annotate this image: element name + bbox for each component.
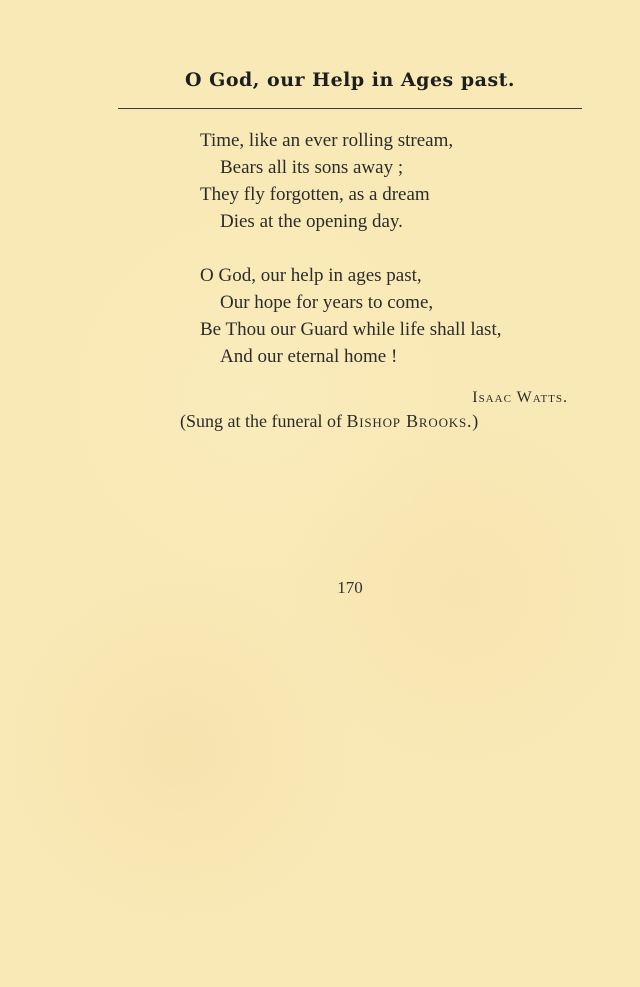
- author-attribution: Isaac Watts.: [472, 389, 568, 406]
- funeral-note: [180, 411, 478, 432]
- stanza-2-line-4: And our eternal home !: [220, 346, 398, 367]
- stanza-2-line-2: Our hope for years to come,: [220, 292, 434, 313]
- page-number: 170: [337, 578, 363, 597]
- poem-title: O God, our Help in Ages past.: [184, 69, 516, 91]
- stanza-2-line-3: Be Thou our Guard while life shall last,: [200, 319, 502, 340]
- stanza-1-line-3: They fly forgotten, as a dream: [200, 184, 430, 205]
- stanza-1-line-1: Time, like an ever rolling stream,: [200, 130, 454, 151]
- stanza-1-line-2: Bears all its sons away ;: [220, 157, 404, 178]
- stanza-2-line-1: O God, our help in ages past,: [200, 265, 422, 286]
- title-divider: [118, 108, 582, 109]
- funeral-note-suffix: ): [472, 411, 479, 431]
- stanza-2: [200, 262, 501, 370]
- funeral-note-name: Bishop Brooks.: [346, 411, 473, 431]
- stanza-1: [200, 127, 453, 235]
- funeral-note-prefix: (Sung at the funeral of: [180, 411, 342, 431]
- stanza-1-line-4: Dies at the opening day.: [220, 211, 403, 232]
